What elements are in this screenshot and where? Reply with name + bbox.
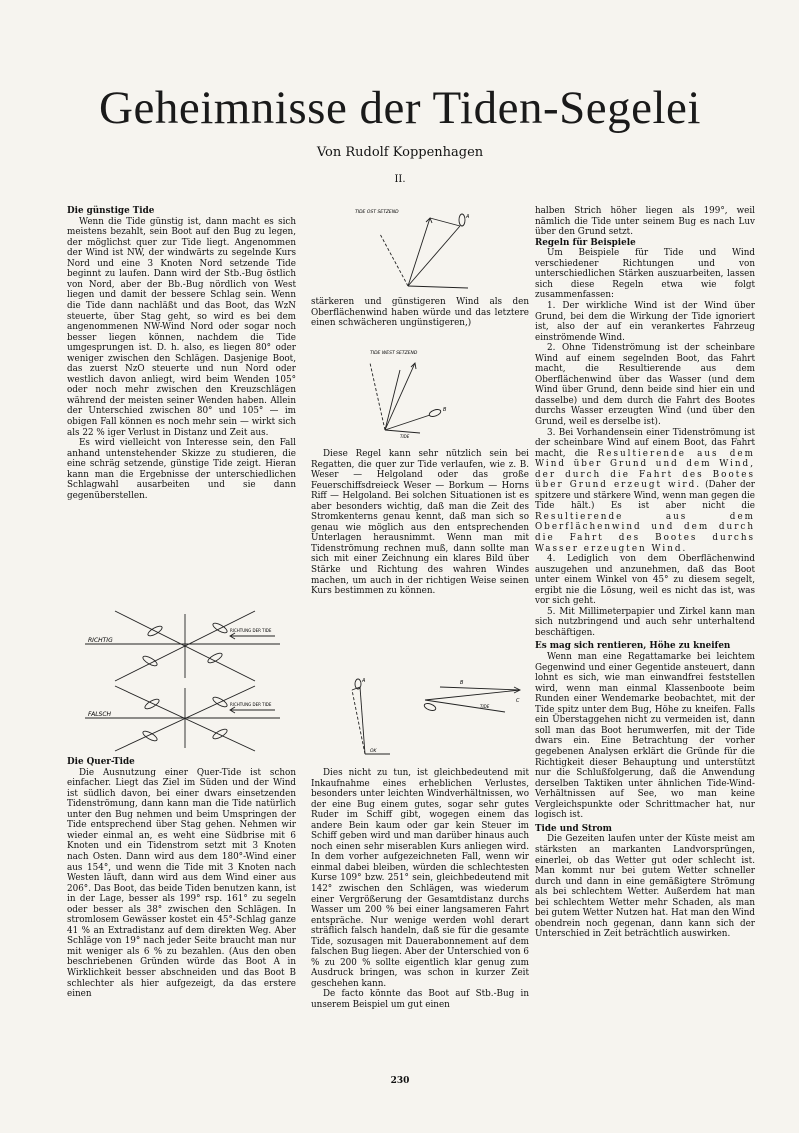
text-run-spaced: Resultierende aus dem Wind über Grund und dem Wind, der durch die Fahrt des Bootes über Grund erzeugt wird.	[535, 448, 755, 491]
column-1-top	[67, 206, 296, 501]
paragraph: stärkeren und günstigeren Wind als den Oberflächenwind haben würde und das letztere einen schwächeren ungünstigeren,)	[311, 297, 529, 329]
figure-label-a2: A	[362, 678, 366, 684]
figure-vector-abc	[330, 672, 525, 762]
text-run-spaced: Resultierende aus dem Oberflächenwind und dem durch die Fahrt des Bootes durchs Wasser erzeugten Wind.	[535, 511, 755, 554]
article-author: Von Rudolf Koppenhagen	[316, 145, 484, 160]
figure-label-a: A	[466, 214, 470, 220]
figure-tide-ost	[350, 206, 480, 294]
column-2-a	[311, 297, 529, 329]
paragraph: halben Strich höher liegen als 199°, weil nämlich die Tide unter seinem Bug es nach Luv über den Grund setzt.	[535, 206, 755, 238]
column-2-b	[311, 449, 529, 597]
paragraph	[535, 428, 755, 555]
paragraph: Dies nicht zu tun, ist gleichbedeutend mit Inkaufnahme eines erheblichen Verlustes, besonders unter leichten Windverhältnissen, wo der eine Bug einem gutes, sogar sehr gutes Ruder im Schiff gibt, wogegen einem das andere Bein kaum oder gar kein Steuer im Schiff geben wird und man darüber hinaus auch noch einen sehr miserablen Kurs anliegen wird. In dem vorher aufgezeichneten Fall, wenn wir einmal dabei bleiben, würden die schlechtesten Kurse 109° bzw. 251° sein, gleichbedeutend mit 142° zwischen den Schlägen, was wiederum einer Vergrößerung der Gesamtdistanz durchs Wasser um 200 % bei einer langsameren Fahrt entspräche. Nur wenige werden wohl derart sträflich falsch handeln, daß sie für die gesamte Tide, sozusagen mit Dauerabonnement auf dem falschen Bug liegen. Aber der Unterschied von 6 % zu 200 % sollte eigentlich klar genug zum Ausdruck bringen, was schon in kurzer Zeit geschehen kann.	[311, 768, 529, 989]
article-title: Geheimnisse der Tiden-Segelei	[99, 82, 701, 134]
figure-label-tide-ost: TIDE OST SETZEND	[355, 210, 399, 215]
heading-hoehe-kneifen: Es mag sich rentieren, Höhe zu kneifen	[535, 641, 731, 652]
heading-quer-tide: Die Quer-Tide	[67, 757, 135, 767]
paragraph: 5. Mit Millimeterpapier und Zirkel kann man sich nutzbringend und auch sehr unterhaltend beschäftigen.	[535, 606, 755, 638]
article-part: II.	[394, 174, 406, 185]
figure-label-tide-small: TIDE	[400, 434, 410, 439]
paragraph: Diese Regel kann sehr nützlich sein bei Regatten, die quer zur Tide verlaufen, wie z. B. Weser — Helgoland oder das große Feuerschiffsdreieck Weser — Borkum — Horns Riff — Helgoland. Bei solchen Situationen ist es aber besonders wichtig, daß man die Zeit des Stromkenterns genau kennt, daß man sich so genau wie möglich aus den entsprechenden Unterlagen herausnimmt. Wenn man mit Tidenströmung rechnen muß, dann sollte man sich mit einer Zeichnung ein klares Bild über Stärke und Richtung des wahren Windes machen, um auch in der richtigen Weise seinen Kurs bestimmen zu können.	[311, 449, 529, 597]
figure-label-b2: B	[460, 680, 464, 686]
heading-guenstige-tide: Die günstige Tide	[67, 206, 155, 216]
figure-label-tide-4: TIDE	[480, 704, 490, 709]
paragraph: Es wird vielleicht von Interesse sein, den Fall anhand untenstehender Skizze zu studieren, die eine schräg setzende, günstige Tide zeigt. Hieran kann man die Ergebnisse der unterschiedlichen Schlagwahl ausarbeiten und sie dann gegenüberstellen.	[67, 438, 296, 501]
paragraph: Wenn man eine Regattamarke bei leichtem Gegenwind und einer Gegentide ansteuert, dann lohnt es sich, wie man einwandfrei feststellen wird, wenn man einmal Klassenboote beim Runden einer Wendemarke beobachtet, mit der Tide spitz unter dem Bug, Höhe zu kneifen. Falls ein Überstaggehen nicht zu vermeiden ist, dann soll man das Boot herumwerfen, mit der Tide dwars ein. Eine Betrachtung der vorher gegebenen Analysen erklärt die Gründe für die Richtigkeit dieser Behauptung und unterstützt nur die Schlußfolgerung, daß die Anwendung derselben Taktiken unter ähnlichen Tide-Wind-Verhältnissen auf See, wo man keine Vergleichspunkte oder Schrittmacher hat, nur logisch ist.	[535, 652, 755, 821]
figure-label-ok: OK	[370, 749, 377, 754]
paragraph: Die Ausnutzung einer Quer-Tide ist schon einfacher. Liegt das Ziel im Süden und der Wind ist südlich davon, bei einer dwars einsetzenden Tidenströmung, dann kann man die Tide natürlich unter den Bug nehmen und beim Umspringen der Tide entsprechend über Stag gehen. Nehmen wir wieder einmal an, es weht eine Südbrise mit 6 Knoten und ein Tidenstrom setzt mit 3 Knoten nach Osten. Dann wird aus dem 180°-Wind einer aus 154°, und wenn die Tide mit 3 Knoten nach Westen läuft, dann wird aus dem Wind einer aus 206°. Das Boot, das beide Tiden benutzen kann, ist in der Lage, besser als 199° rsp. 161° zu segeln oder besser als 38° zwischen den Schlägen. In stromlosem Gewässer kostet ein 45°-Schlag ganze 41 % an Extradistanz auf dem direkten Weg. Aber Schläge von 19° nach jeder Seite braucht man nur mit weniger als 6 % zu bezahlen. (Aus den oben beschriebenen Gründen würde das Boot A in Wirklichkeit besser abschneiden und das Boot B schlechter als hier aufgezeigt, da das erstere einen	[67, 767, 296, 1000]
paragraph: Wenn die Tide günstig ist, dann macht es sich meistens bezahlt, sein Boot auf den Bug zu legen, der möglichst quer zur Tide liegt. Angenommen der Wind ist NW, der windwärts zu segelnde Kurs Nord und eine 3 Knoten Nord setzende Tide beginnt zu laufen. Dann wird der Stb.-Bug östlich von Nord, aber der Bb.-Bug nördlich von West liegen und damit der bessere Schlag sein. Wenn die Tide dann nachläßt und das Boot, das WzN steuerte, über Stag geht, so wird es bei dem angenommenen NW-Wind Nord oder sogar noch besser liegen können, nachdem die Tide umgesprungen ist. D. h. also, es liegen 80° oder weniger zwischen den Schlägen. Dasjenige Boot, das zuerst NzO steuerte und nun Nord oder westlich davon anliegt, wird beim Wenden 105° oder noch mehr zwischen den Kreuzschlägen während der meisten seiner Wenden haben. Allein der Unterschied zwischen 80° und 105° — im obigen Fall können es noch mehr sein — wirkt sich als 22 % iger Verlust in Distanz und Zeit aus.	[67, 216, 296, 438]
figure-label-falsch: FALSCH	[88, 711, 112, 718]
figure-label-c: C	[516, 698, 520, 704]
figure-label-tide-west: TIDE WEST SETZEND	[370, 351, 418, 356]
figure-label-b: B	[443, 407, 447, 413]
paragraph: Um Beispiele für Tide und Wind verschiedener Richtungen und von unterschiedlichen Stärken auszuarbeiten, lassen sich diese Regeln etwa wie folgt zusammenfassen:	[535, 248, 755, 301]
figure-label-tide-top: RICHTUNG DER TIDE	[230, 628, 272, 633]
paragraph: 4. Lediglich von dem Oberflächenwind auszugehen und anzunehmen, daß das Boot unter einem Winkel von 45° zu diesem segelt, ergibt nie die Lösung, weil es nicht das ist, was vor sich geht.	[535, 554, 755, 607]
paragraph: 1. Der wirkliche Wind ist der Wind über Grund, bei dem die Wirkung der Tide ignoriert ist, also der auf ein verankertes Fahrzeug einströmende Wind.	[535, 300, 755, 343]
column-3	[535, 206, 755, 940]
text-run: 3. Bei Vorhandensein einer Tidenströmung ist der scheinbare Wind auf einem Boot, das Fahrt macht, die	[535, 427, 755, 459]
paragraph: Die Gezeiten laufen unter der Küste meist am stärksten an markanten Landvorsprüngen, einerlei, ob das Wetter gut oder schlecht ist. Man kommt nur bei gutem Wetter schneller durch und dann in eine gemäßigtere Strömung als bei schlechtem Wetter. Außerdem hat man bei schlechtem Wetter mehr Schaden, als man bei gutem Wetter Nutzen hat. Hat man den Wind obendrein noch gegenan, dann kann sich der Unterschied in Zeit beträchtlich auswirken.	[535, 834, 755, 940]
heading-tide-strom: Tide und Strom	[535, 823, 612, 834]
figure-richtig-falsch	[80, 606, 285, 756]
heading-regeln: Regeln für Beispiele	[535, 237, 636, 248]
column-1-bottom	[67, 757, 296, 1000]
figure-label-tide-bottom: RICHTUNG DER TIDE	[230, 702, 272, 707]
text-run: (Daher der spitzere und stärkere Wind, wenn man gegen die Tide hält.) Es ist aber nicht die	[535, 480, 756, 512]
paragraph: De facto könnte das Boot auf Stb.-Bug in unserem Beispiel um gut einen	[311, 989, 529, 1011]
figure-tide-west	[340, 345, 480, 440]
page-number: 230	[390, 1076, 410, 1086]
column-2-c	[311, 768, 529, 1011]
paragraph: 2. Ohne Tidenströmung ist der scheinbare Wind auf einem segelnden Boot, das Fahrt macht, die Resultierende aus dem Oberflächenwind über das Wasser (und dem Wind über Grund, denn beide sind hier ein und dasselbe) und dem durch die Fahrt des Bootes durchs Wasser erzeugten Wind (und über den Grund, weil es derselbe ist).	[535, 343, 755, 427]
figure-label-richtig: RICHTIG	[88, 637, 113, 644]
